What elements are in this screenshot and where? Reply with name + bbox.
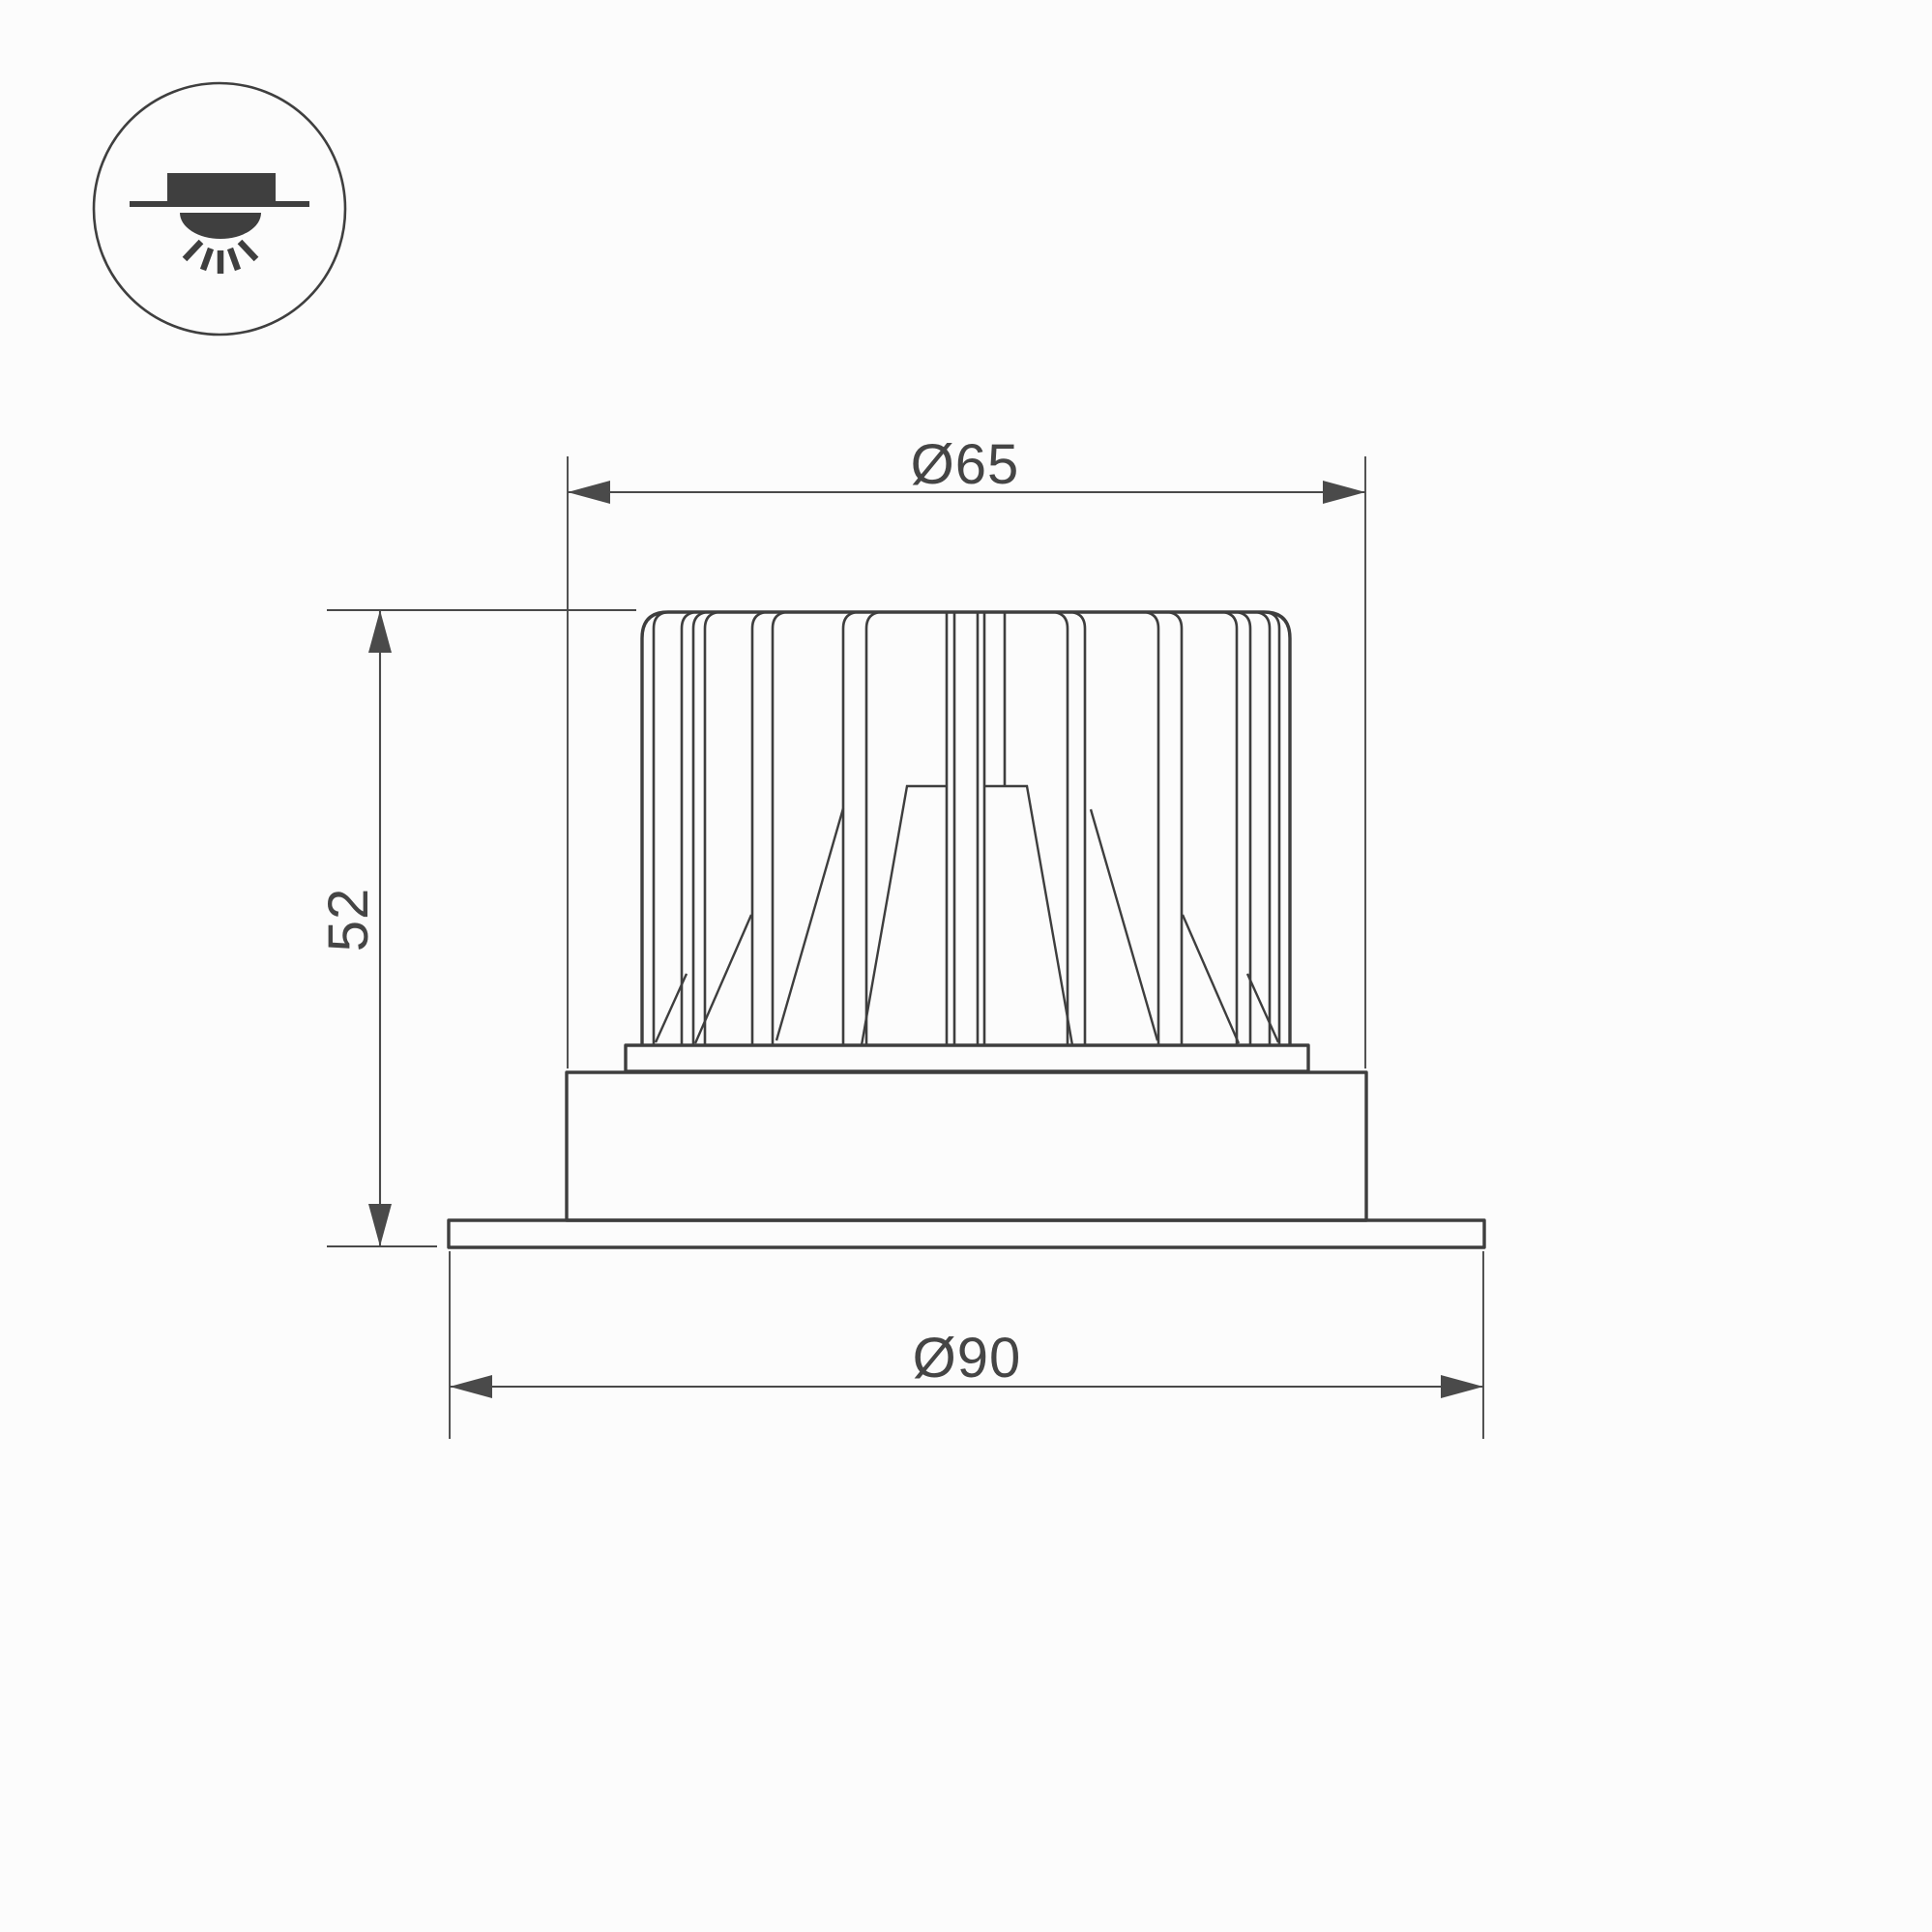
light-ray-icon	[230, 249, 238, 270]
fin-line	[1051, 612, 1068, 1045]
dimension-label-top-diameter: Ø65	[910, 433, 1020, 496]
arrow-up-icon	[368, 610, 392, 653]
trim-flange	[449, 1220, 1484, 1247]
fin-line	[843, 612, 860, 1045]
fin-line	[1263, 612, 1279, 1045]
icon-light-dome	[180, 213, 261, 239]
fin-line	[1142, 612, 1158, 1045]
mount-type-icon	[94, 83, 345, 335]
fin-line	[1068, 612, 1085, 1045]
internal-cone-profile	[656, 786, 1278, 1045]
dimension-bottom-diameter	[450, 1251, 1483, 1439]
fixture-drawing	[449, 612, 1484, 1247]
light-ray-icon	[185, 242, 201, 259]
dimension-label-bottom-diameter: Ø90	[912, 1327, 1022, 1390]
cone-trapezoid-right	[984, 786, 1072, 1045]
dimension-top-diameter	[568, 433, 1365, 1068]
heatsink-base-plate	[626, 1045, 1308, 1071]
dimension-label-height: 52	[317, 887, 380, 952]
fin-line	[705, 612, 721, 1045]
heatsink-fins-center	[947, 613, 1005, 1045]
fin-line	[1165, 612, 1182, 1045]
cone-trapezoid-left	[862, 786, 947, 1045]
cone-diagonal	[776, 808, 843, 1040]
arrow-left-icon	[450, 1375, 492, 1398]
light-ray-icon	[240, 242, 256, 259]
arrow-left-icon	[568, 481, 610, 504]
icon-light-rays	[185, 242, 256, 274]
fin-line	[693, 612, 710, 1045]
cone-diagonal	[1183, 915, 1239, 1043]
fin-line	[1253, 612, 1270, 1045]
fin-line	[654, 612, 670, 1045]
fixture-body	[567, 1072, 1366, 1220]
cone-diagonal	[1247, 974, 1278, 1042]
icon-recessed-housing	[167, 173, 276, 204]
heatsink-fins-left	[654, 612, 883, 1045]
arrow-right-icon	[1323, 481, 1365, 504]
arrow-right-icon	[1441, 1375, 1483, 1398]
arrow-down-icon	[368, 1204, 392, 1246]
cone-diagonal	[1091, 809, 1157, 1040]
fin-line	[773, 612, 789, 1045]
fin-line	[752, 612, 769, 1045]
icon-circle	[94, 83, 345, 335]
heatsink-fins-right	[1051, 612, 1279, 1045]
fin-line	[866, 612, 883, 1045]
light-ray-icon	[203, 249, 211, 270]
heatsink-outline	[642, 612, 1290, 1045]
dimension-height	[317, 610, 636, 1246]
fin-line	[1220, 612, 1237, 1045]
icon-ceiling-line	[130, 201, 309, 207]
